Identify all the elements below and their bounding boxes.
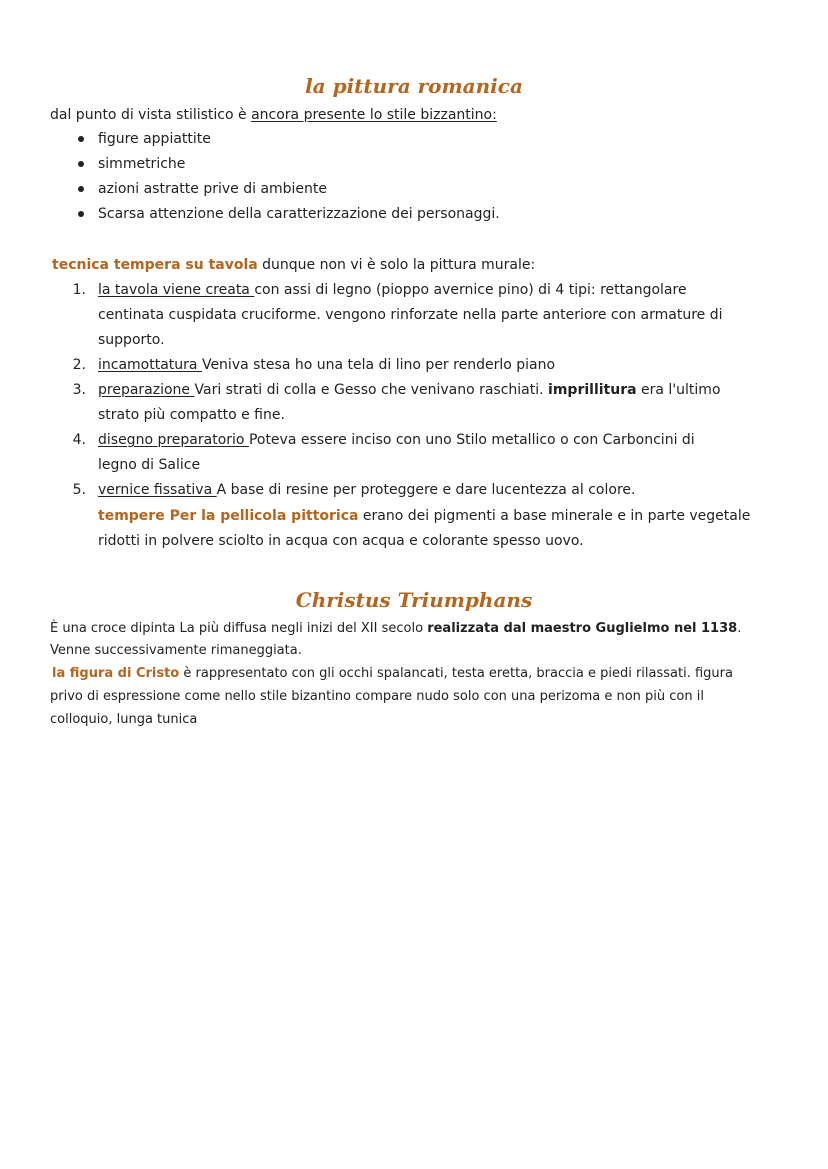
item-text: con assi di legno (pioppo avernice pino) di 4 tipi: rettangolare <box>254 282 687 298</box>
paragraph-line: Venne successivamente rimaneggiata. <box>50 643 302 658</box>
bullet-item: simmetriche <box>98 156 186 172</box>
intro-line <box>50 106 497 124</box>
bullet-item: azioni astratte prive di ambiente <box>98 181 328 197</box>
list-item <box>98 431 695 449</box>
bullet-icon <box>78 161 84 167</box>
tempere-accent: tempere Per la pellicola pittorica <box>98 508 359 524</box>
item-text: Vari strati di colla e Gesso che venivano raschiati. <box>194 382 549 398</box>
tempere-rest: erano dei pigmenti a base minerale e in parte vegetale <box>358 508 751 524</box>
item-term: la tavola viene creata <box>98 282 255 298</box>
lead-accent: tecnica tempera su tavola <box>52 257 258 273</box>
list-item <box>98 481 635 499</box>
item-term: incamottatura <box>98 357 202 373</box>
bullet-icon <box>78 211 84 217</box>
list-item <box>98 281 687 299</box>
tempere-continuation: ridotti in polvere sciolto in acqua con acqua e colorante spesso uovo. <box>98 533 584 549</box>
list-number: 2. <box>72 357 86 373</box>
tempere-line <box>98 507 750 525</box>
item-text: A base di resine per proteggere e dare lucentezza al colore. <box>216 482 636 498</box>
bullet-item: Scarsa attenzione della caratterizzazione dei personaggi. <box>98 206 500 222</box>
list-item-continuation: supporto. <box>98 332 165 348</box>
section-title-christus-triumphans: Christus Triumphans <box>295 588 533 612</box>
list-item <box>98 356 555 374</box>
bullet-item: figure appiattite <box>98 131 211 147</box>
item-text: Poteva essere inciso con uno Stilo metallico o con Carboncini di <box>248 432 695 448</box>
list-number: 5. <box>72 482 86 498</box>
p2-rest: è rappresentato con gli occhi spalancati, testa eretta, braccia e piedi rilassati. figura <box>179 666 733 681</box>
item-bold: imprillitura <box>548 382 637 398</box>
section-title-pittura-romanica: la pittura romanica <box>305 74 523 98</box>
item-text: Veniva stesa ho una tela di lino per renderlo piano <box>201 357 556 373</box>
paragraph-line <box>50 620 741 638</box>
paragraph-line: colloquio, lunga tunica <box>50 712 198 727</box>
list-item <box>98 381 721 399</box>
item-term: disegno preparatorio <box>98 432 249 448</box>
tempera-lead <box>52 256 535 274</box>
item-term: preparazione <box>98 382 195 398</box>
intro-prefix: dal punto di vista stilistico è <box>50 107 252 123</box>
bullet-icon <box>78 186 84 192</box>
paragraph-line <box>52 665 733 683</box>
p1-bold: realizzata dal maestro Guglielmo nel 1138 <box>427 621 738 636</box>
lead-rest: dunque non vi è solo la pittura murale: <box>257 257 536 273</box>
p1-end: . <box>737 621 742 636</box>
list-number: 3. <box>72 382 86 398</box>
item-text-after: era l'ultimo <box>636 382 721 398</box>
paragraph-line: privo di espressione come nello stile bizantino compare nudo solo con una perizoma e non più con il <box>50 689 704 704</box>
bullet-icon <box>78 136 84 142</box>
list-item-continuation: legno di Salice <box>98 457 201 473</box>
list-item-continuation: strato più compatto e fine. <box>98 407 285 423</box>
item-term: vernice fissativa <box>98 482 217 498</box>
list-item-continuation: centinata cuspidata cruciforme. vengono rinforzate nella parte anteriore con armature di <box>98 307 723 323</box>
list-number: 1. <box>72 282 86 298</box>
list-number: 4. <box>72 432 86 448</box>
intro-underlined: ancora presente lo stile bizzantino: <box>251 107 497 123</box>
p2-accent: la figura di Cristo <box>52 666 180 681</box>
p1-text: È una croce dipinta La più diffusa negli inizi del XII secolo <box>50 621 428 636</box>
